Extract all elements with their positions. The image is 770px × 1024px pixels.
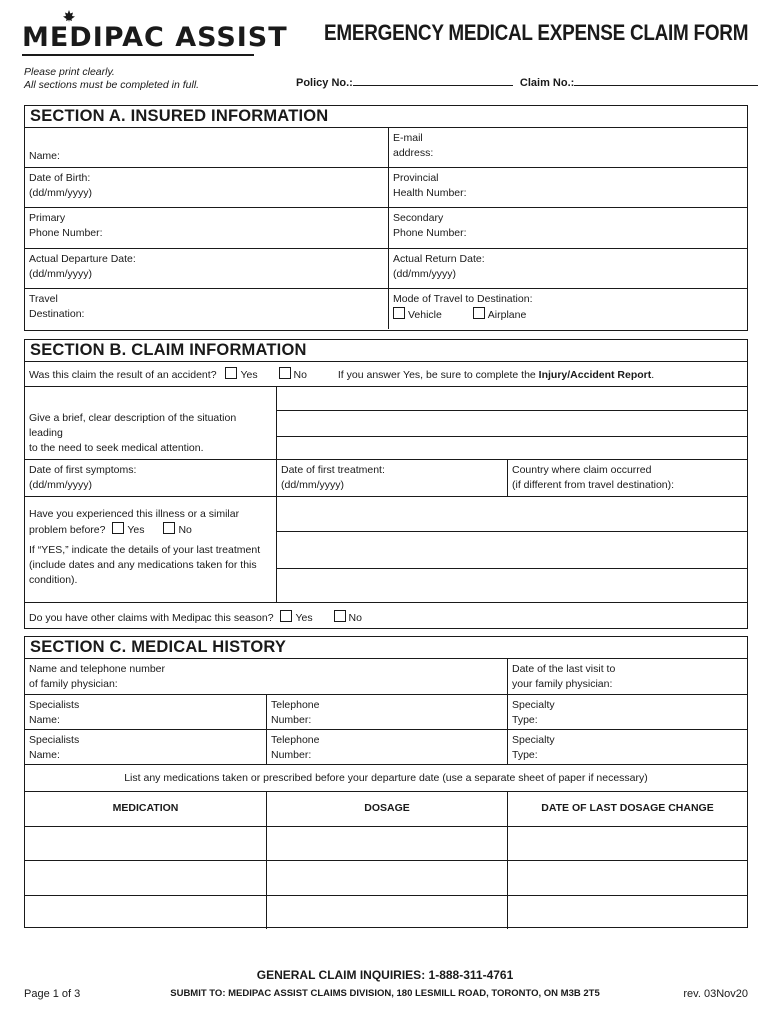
row-physician xyxy=(25,659,747,695)
specialist-1-label-2: Name: xyxy=(29,714,60,726)
accident-report-link: Injury/Accident Report xyxy=(538,369,652,381)
col-medication: MEDICATION xyxy=(112,802,179,814)
health-label-1: Provincial xyxy=(393,172,439,184)
email-label-1: E-mail xyxy=(393,132,423,144)
specialist-1-type-field[interactable] xyxy=(507,695,747,729)
ifyes-label-3: condition). xyxy=(29,574,78,586)
accident-no-checkbox[interactable] xyxy=(279,367,291,379)
dob-label: Date of Birth: xyxy=(29,172,91,184)
similar-label-1: Have you experienced this illness or a similar xyxy=(29,508,240,520)
col-dosage: DOSAGE xyxy=(266,792,507,826)
date-change-cell[interactable] xyxy=(507,896,747,929)
last-visit-label-1: Date of the last visit to xyxy=(512,663,616,675)
previous-illness-field[interactable] xyxy=(276,497,747,602)
date-change-cell[interactable] xyxy=(507,827,747,860)
description-label xyxy=(25,387,276,459)
section-b xyxy=(24,339,748,629)
other-claims-question xyxy=(25,603,747,630)
row-specialist-2 xyxy=(25,730,747,765)
vehicle-checkbox[interactable] xyxy=(393,307,405,319)
maple-leaf-icon xyxy=(62,10,76,22)
specialist-2-phone-field[interactable] xyxy=(266,730,507,764)
accident-label: Was this claim the result of an accident? xyxy=(29,369,217,381)
dosage-cell[interactable] xyxy=(266,861,507,895)
specialist-1-type-label-2: Type: xyxy=(512,714,538,726)
vehicle-label: Vehicle xyxy=(408,309,442,321)
similar-no-label: No xyxy=(178,524,192,536)
travel-destination-field[interactable] xyxy=(25,289,388,329)
specialist-1-type-label-1: Specialty xyxy=(512,699,555,711)
medication-cell[interactable] xyxy=(25,861,266,895)
accident-note: If you answer Yes, be sure to complete the xyxy=(337,369,536,381)
policy-claim-row xyxy=(296,75,758,89)
country-field[interactable] xyxy=(507,460,747,496)
instruction-complete: All sections must be completed in full. xyxy=(24,79,200,91)
first-treatment-field[interactable] xyxy=(276,460,507,496)
ifyes-label-1: If “YES,” indicate the details of your last treatment xyxy=(29,544,261,556)
row-accident xyxy=(25,362,747,387)
treatment-label: Date of first treatment: xyxy=(281,464,385,476)
primary-phone-field[interactable] xyxy=(25,208,388,248)
section-c xyxy=(24,636,748,928)
return-date-field[interactable] xyxy=(388,249,747,288)
claim-label: Claim No.: xyxy=(519,77,575,89)
revision: rev. 03Nov20 xyxy=(683,988,748,1000)
dosage-cell[interactable] xyxy=(266,827,507,860)
medications-note: List any medications taken or prescribed before your departure date (use a separate sheet of paper if necessary) xyxy=(25,765,747,792)
table-row xyxy=(25,861,747,896)
claim-number-field[interactable] xyxy=(574,75,758,86)
logo-underline xyxy=(22,54,254,56)
table-row xyxy=(25,896,747,929)
physician-label-1: Name and telephone number xyxy=(29,663,166,675)
row-dob-health xyxy=(25,168,747,208)
specialist-2-type-field[interactable] xyxy=(507,730,747,764)
claim-inquiries: GENERAL CLAIM INQUIRIES: 1-888-311-4761 xyxy=(256,968,514,982)
row-name-email xyxy=(25,128,747,168)
specialist-2-name-field[interactable] xyxy=(25,730,266,764)
secondary-phone-field[interactable] xyxy=(388,208,747,248)
specialist-2-tel-label-2: Number: xyxy=(271,749,312,761)
other-no-label: No xyxy=(348,612,362,624)
email-label-2: address: xyxy=(393,147,434,159)
specialist-1-label-1: Specialists xyxy=(29,699,80,711)
ifyes-label-2: (include dates and any medications taken for this xyxy=(29,559,257,571)
row-treatment-dates xyxy=(25,460,747,497)
similar-no-checkbox[interactable] xyxy=(163,522,175,534)
accident-yes-checkbox[interactable] xyxy=(225,367,237,379)
physician-label-2: of family physician: xyxy=(29,678,118,690)
departure-format: (dd/mm/yyyy) xyxy=(29,268,92,280)
name-field[interactable] xyxy=(25,128,388,167)
row-phones xyxy=(25,208,747,249)
health-number-field[interactable] xyxy=(388,168,747,207)
first-symptoms-field[interactable] xyxy=(25,460,276,496)
airplane-checkbox[interactable] xyxy=(473,307,485,319)
last-visit-field[interactable] xyxy=(507,659,747,694)
date-change-cell[interactable] xyxy=(507,861,747,895)
dob-field[interactable] xyxy=(25,168,388,207)
logo-text: MEDIPAC ASSIST xyxy=(22,22,288,53)
treatment-format: (dd/mm/yyyy) xyxy=(281,479,344,491)
medication-cell[interactable] xyxy=(25,827,266,860)
row-previous-illness xyxy=(25,497,747,603)
page-number: Page 1 of 3 xyxy=(24,988,81,1000)
table-row xyxy=(25,827,747,861)
health-label-2: Health Number: xyxy=(393,187,467,199)
similar-label-2: problem before? xyxy=(29,524,106,536)
departure-date-field[interactable] xyxy=(25,249,388,288)
similar-yes-label: Yes xyxy=(127,524,145,536)
accident-yes-label: Yes xyxy=(240,369,258,381)
symptoms-label: Date of first symptoms: xyxy=(29,464,137,476)
accident-no-label: No xyxy=(293,369,307,381)
other-yes-label: Yes xyxy=(295,612,313,624)
section-a-title: SECTION A. INSURED INFORMATION xyxy=(25,106,747,128)
specialist-2-type-label-1: Specialty xyxy=(512,734,555,746)
symptoms-format: (dd/mm/yyyy) xyxy=(29,479,92,491)
secondary-phone-label-1: Secondary xyxy=(393,212,444,224)
medication-table-header xyxy=(25,792,747,827)
specialist-2-type-label-2: Type: xyxy=(512,749,538,761)
other-yes-checkbox[interactable] xyxy=(280,610,292,622)
specialist-2-label-2: Name: xyxy=(29,749,60,761)
previous-illness-label xyxy=(25,497,276,602)
accident-question xyxy=(25,362,747,386)
section-b-title: SECTION B. CLAIM INFORMATION xyxy=(25,340,747,362)
description-field[interactable] xyxy=(276,387,747,459)
dosage-cell[interactable] xyxy=(266,896,507,929)
section-a xyxy=(24,105,748,331)
secondary-phone-label-2: Phone Number: xyxy=(393,227,467,239)
mode-label: Mode of Travel to Destination: xyxy=(393,293,533,305)
description-label-2: to the need to seek medical attention. xyxy=(29,442,204,454)
country-label-2: (if different from travel destination): xyxy=(512,479,675,491)
specialist-2-tel-label-1: Telephone xyxy=(271,734,320,746)
section-c-title: SECTION C. MEDICAL HISTORY xyxy=(25,637,747,659)
primary-phone-label-2: Phone Number: xyxy=(29,227,103,239)
specialist-2-label-1: Specialists xyxy=(29,734,80,746)
similar-yes-checkbox[interactable] xyxy=(112,522,124,534)
dob-format: (dd/mm/yyyy) xyxy=(29,187,92,199)
country-label-1: Country where claim occurred xyxy=(512,464,652,476)
policy-label: Policy No.: xyxy=(296,77,353,89)
medication-cell[interactable] xyxy=(25,896,266,929)
specialist-1-name-field[interactable] xyxy=(25,695,266,729)
mode-of-travel-field xyxy=(388,289,747,329)
row-specialist-1 xyxy=(25,695,747,730)
col-date-last-change: DATE OF LAST DOSAGE CHANGE xyxy=(507,792,747,826)
primary-phone-label-1: Primary xyxy=(29,212,66,224)
last-visit-label-2: your family physician: xyxy=(512,678,613,690)
instructions xyxy=(24,66,199,92)
row-dates xyxy=(25,249,747,289)
airplane-label: Airplane xyxy=(487,309,527,321)
destination-label-1: Travel xyxy=(29,293,58,305)
other-no-checkbox[interactable] xyxy=(334,610,346,622)
destination-label-2: Destination: xyxy=(29,308,85,320)
row-description xyxy=(25,387,747,460)
row-destination xyxy=(25,289,747,329)
submit-address: SUBMIT TO: MEDIPAC ASSIST CLAIMS DIVISION, 180 LESMILL ROAD, TORONTO, ON M3B 2T5 xyxy=(170,988,600,999)
email-field[interactable] xyxy=(388,128,747,167)
accident-note-period: . xyxy=(651,369,655,381)
return-label: Actual Return Date: xyxy=(393,253,485,265)
row-other-claims xyxy=(25,603,747,630)
medipac-logo xyxy=(22,10,288,54)
specialist-1-tel-label-2: Number: xyxy=(271,714,312,726)
other-claims-label: Do you have other claims with Medipac this season? xyxy=(29,612,274,624)
form-title: EMERGENCY MEDICAL EXPENSE CLAIM FORM xyxy=(323,20,748,45)
return-format: (dd/mm/yyyy) xyxy=(393,268,456,280)
specialist-1-phone-field[interactable] xyxy=(266,695,507,729)
name-label: Name: xyxy=(29,150,60,162)
departure-label: Actual Departure Date: xyxy=(29,253,136,265)
instruction-print: Please print clearly. xyxy=(24,66,115,78)
description-label-1: Give a brief, clear description of the situation leading xyxy=(29,412,237,439)
specialist-1-tel-label-1: Telephone xyxy=(271,699,320,711)
family-physician-field[interactable] xyxy=(25,659,507,694)
policy-number-field[interactable] xyxy=(353,75,513,86)
